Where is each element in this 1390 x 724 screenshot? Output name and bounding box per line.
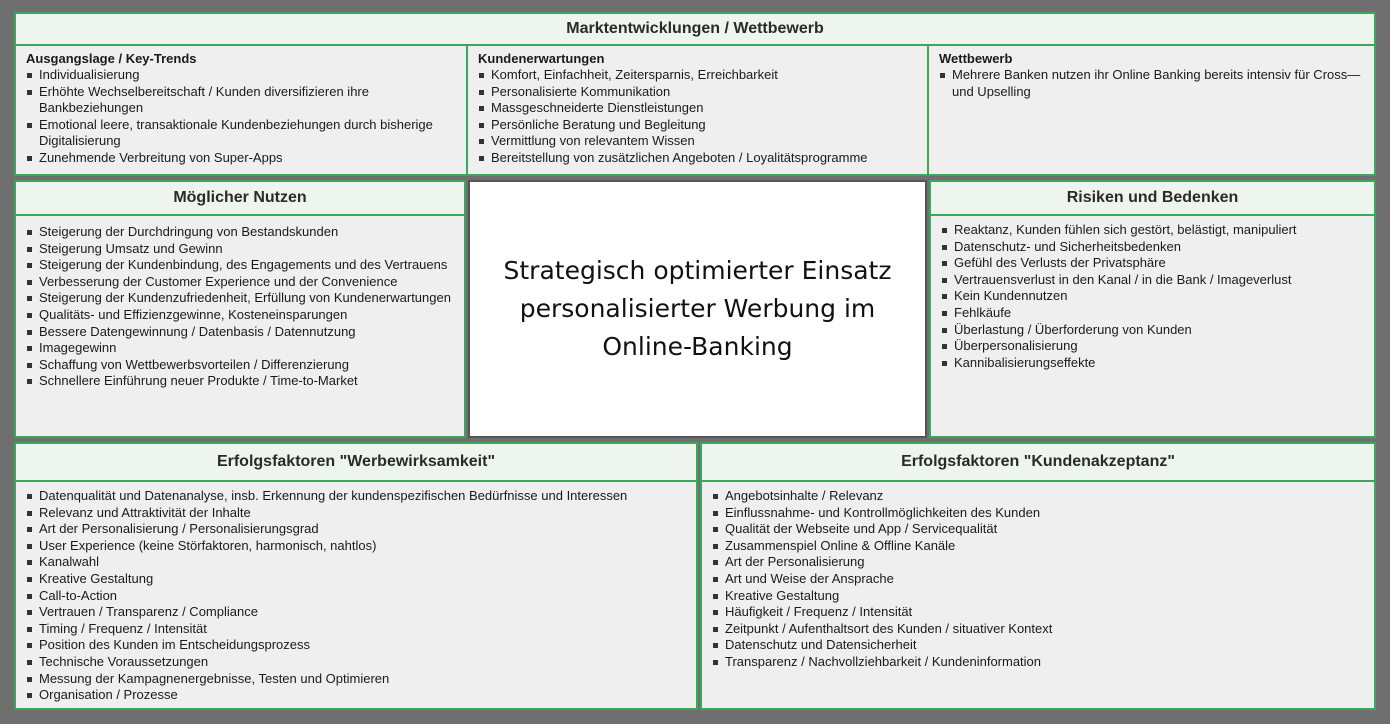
list-item: Datenschutz- und Sicherheitsbedenken [941,239,1366,256]
risiken-header [929,180,1376,216]
markt-title: Marktentwicklungen / Wettbewerb [566,20,824,37]
list-item: Überpersonalisierung [941,338,1366,355]
list-item: Zunehmende Verbreitung von Super-Apps [26,150,458,167]
risiken-list [941,222,1366,371]
list-item: Art und Weise der Ansprache [712,571,1366,588]
list-item: Transparenz / Nachvollziehbarkeit / Kundeninformation [712,654,1366,671]
list-item: Individualisierung [26,67,458,84]
list-item: Komfort, Einfachheit, Zeitersparnis, Erreichbarkeit [478,67,919,84]
nutzen-title: Möglicher Nutzen [173,189,307,206]
list-item: Steigerung der Durchdringung von Bestandskunden [26,224,456,241]
list-item: Art der Personalisierung / Personalisierungsgrad [26,521,688,538]
list-item: Organisation / Prozesse [26,687,688,704]
list-item: Messung der Kampagnenergebnisse, Testen und Optimieren [26,671,688,688]
key-trends-box [14,44,468,176]
list-item: Steigerung der Kundenbindung, des Engagements und des Vertrauens [26,257,456,274]
kundenerwartungen-list [478,67,919,167]
kundenerwartungen-box [466,44,929,176]
werbewirksamkeit-list [26,488,688,704]
list-item: Erhöhte Wechselbereitschaft / Kunden diversifizieren ihre Bankbeziehungen [26,84,458,117]
list-item: Kein Kundennutzen [941,288,1366,305]
list-item: Schnellere Einführung neuer Produkte / Time-to-Market [26,373,456,390]
list-item: Emotional leere, transaktionale Kundenbeziehungen durch bisherige Digitalisierung [26,117,458,150]
list-item: User Experience (keine Störfaktoren, harmonisch, nahtlos) [26,538,688,555]
list-item: Häufigkeit / Frequenz / Intensität [712,604,1366,621]
list-item: Steigerung der Kundenzufriedenheit, Erfüllung von Kundenerwartungen [26,290,456,307]
kundenakzeptanz-title: Erfolgsfaktoren "Kundenakzeptanz" [901,453,1175,470]
list-item: Kanalwahl [26,554,688,571]
list-item: Einflussnahme- und Kontrollmöglichkeiten des Kunden [712,505,1366,522]
list-item: Kannibalisierungseffekte [941,355,1366,372]
list-item: Reaktanz, Kunden fühlen sich gestört, belästigt, manipuliert [941,222,1366,239]
list-item: Technische Voraussetzungen [26,654,688,671]
kundenakzeptanz-box [700,480,1376,710]
list-item: Qualitäts- und Effizienzgewinne, Kosteneinsparungen [26,307,456,324]
list-item: Gefühl des Verlusts der Privatsphäre [941,255,1366,272]
list-item: Art der Personalisierung [712,554,1366,571]
werbewirksamkeit-box [14,480,698,710]
key-trends-list [26,67,458,167]
markt-header [14,12,1376,46]
wettbewerb-box [927,44,1376,176]
list-item: Bereitstellung von zusätzlichen Angeboten / Loyalitätsprogramme [478,150,919,167]
list-item: Fehlkäufe [941,305,1366,322]
list-item: Vertrauen / Transparenz / Compliance [26,604,688,621]
werbewirksamkeit-title: Erfolgsfaktoren "Werbewirksamkeit" [216,453,496,470]
list-item: Schaffung von Wettbewerbsvorteilen / Differenzierung [26,357,456,374]
wettbewerb-list [939,67,1366,100]
nutzen-list [26,224,456,390]
list-item: Position des Kunden im Entscheidungsprozess [26,637,688,654]
list-item: Steigerung Umsatz und Gewinn [26,241,456,258]
risiken-box [929,214,1376,438]
list-item: Timing / Frequenz / Intensität [26,621,688,638]
list-item: Angebotsinhalte / Relevanz [712,488,1366,505]
list-item: Vertrauensverlust in den Kanal / in die Bank / Imageverlust [941,272,1366,289]
central-topic [468,180,927,438]
kundenakzeptanz-header [700,442,1376,482]
list-item: Call-to-Action [26,588,688,605]
list-item: Datenschutz und Datensicherheit [712,637,1366,654]
list-item: Persönliche Beratung und Begleitung [478,117,919,134]
kundenakzeptanz-list [712,488,1366,671]
list-item: Verbesserung der Customer Experience und der Convenience [26,274,456,291]
list-item: Zusammenspiel Online & Offline Kanäle [712,538,1366,555]
list-item: Überlastung / Überforderung von Kunden [941,322,1366,339]
list-item: Zeitpunkt / Aufenthaltsort des Kunden / situativer Kontext [712,621,1366,638]
list-item: Kreative Gestaltung [26,571,688,588]
nutzen-box [14,214,466,438]
list-item: Mehrere Banken nutzen ihr Online Banking bereits intensiv für Cross—und Upselling [939,67,1366,100]
risiken-title: Risiken und Bedenken [1066,189,1239,206]
key-trends-title: Ausgangslage / Key-Trends [26,51,197,66]
list-item: Qualität der Webseite und App / Servicequalität [712,521,1366,538]
list-item: Imagegewinn [26,340,456,357]
list-item: Kreative Gestaltung [712,588,1366,605]
list-item: Relevanz und Attraktivität der Inhalte [26,505,688,522]
list-item: Datenqualität und Datenanalyse, insb. Erkennung der kundenspezifischen Bedürfnisse und Interessen [26,488,688,505]
nutzen-header [14,180,466,216]
kundenerwartungen-title: Kundenerwartungen [478,51,605,66]
werbewirksamkeit-header [14,442,698,482]
wettbewerb-title: Wettbewerb [939,51,1013,66]
list-item: Vermittlung von relevantem Wissen [478,133,919,150]
list-item: Massgeschneiderte Dienstleistungen [478,100,919,117]
central-topic-text: Strategisch optimierter Einsatz personalisierter Werbung im Online-Banking [503,256,892,361]
list-item: Bessere Datengewinnung / Datenbasis / Datennutzung [26,324,456,341]
list-item: Personalisierte Kommunikation [478,84,919,101]
